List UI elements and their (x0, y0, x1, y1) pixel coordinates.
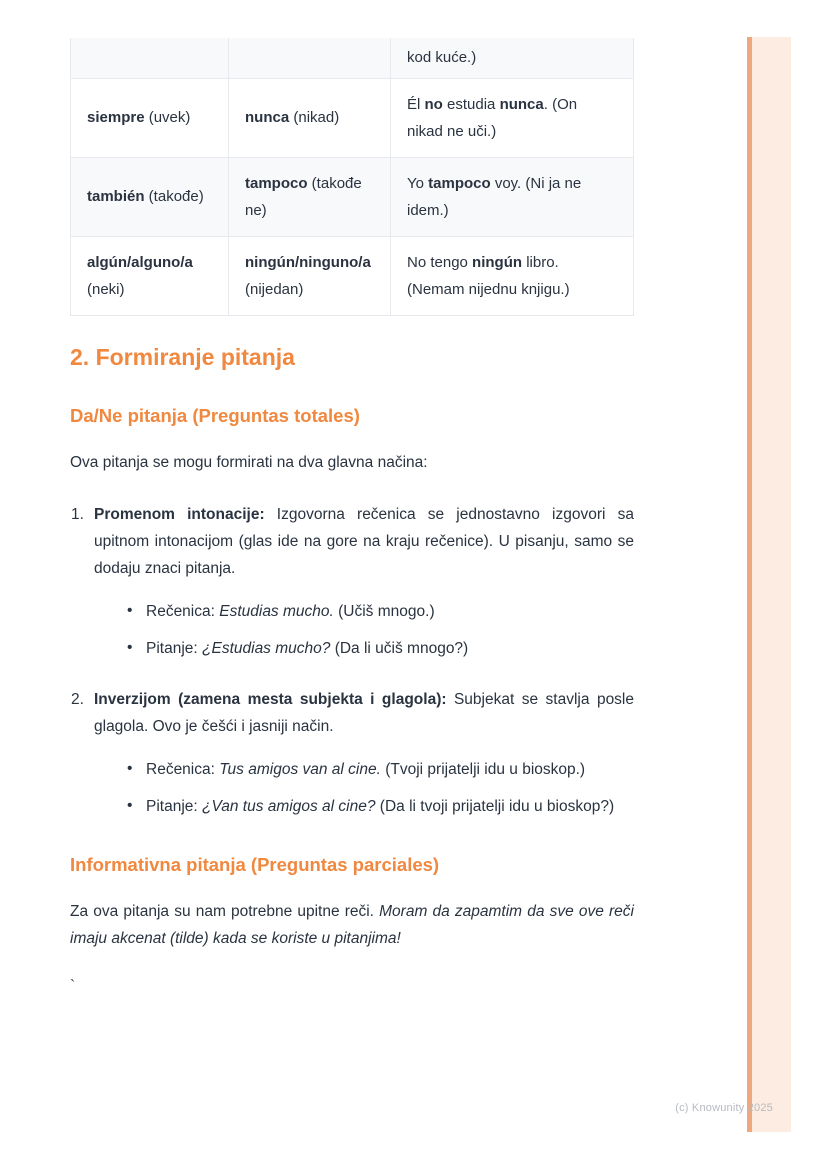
table-cell (229, 38, 391, 78)
text-segment: Pitanje: (146, 639, 203, 657)
text-segment: ningún/ninguno/a (245, 253, 371, 271)
numbered-list-item (70, 686, 634, 820)
text-segment: Promenom intonacije: (94, 505, 265, 523)
text-segment: Pitanje: (146, 797, 203, 815)
text-segment: voy. (Ni ja ne idem.) (407, 174, 582, 219)
bullet-item (94, 598, 634, 625)
text-segment: Él (407, 95, 425, 113)
table-cell (71, 236, 229, 315)
bullet-text (146, 603, 435, 620)
negation-words-table (70, 38, 634, 316)
text-segment: Izgovorna rečenica se jednostavno izgovori sa upitnom intonacijom (glas ide na gore na kraju rečenice). U pisanju, samo se dodaju znaci pitanja. (94, 505, 634, 577)
text-segment: no (424, 95, 443, 113)
table-cell (229, 157, 391, 236)
text-segment: libro. (Nemam nijednu knjigu.) (407, 253, 570, 298)
subsection-heading-informativna-pitanja: Informativna pitanja (Preguntas parciales) (70, 853, 440, 875)
table-cell (391, 38, 634, 78)
table-cell (229, 236, 391, 315)
text-segment: Inverzijom (zamena mesta subjekta i glagola): (94, 690, 447, 708)
text-segment: también (87, 188, 145, 205)
table-row (71, 78, 634, 157)
section-heading-formiranje-pitanja: 2. Formiranje pitanja (70, 343, 295, 370)
bullet-text (146, 761, 585, 778)
bullet-list (94, 756, 634, 820)
bullet-item (94, 635, 634, 662)
bullet-icon: • (127, 601, 133, 619)
table-cell (229, 78, 391, 157)
bullet-icon: • (127, 796, 133, 814)
text-segment: Estudias mucho. (219, 602, 334, 620)
table-cell (391, 78, 634, 157)
text-segment: algún/alguno/a (87, 253, 193, 271)
text-segment: siempre (87, 109, 145, 126)
table-cell (71, 157, 229, 236)
list-number: 1. (71, 505, 84, 523)
text-segment: nunca (499, 95, 544, 113)
text-segment: Moram da zapamtim da sve ove reči imaju akcenat (tilde) kada se koriste u pitanjima! (70, 902, 634, 947)
text-segment: (nijedan) (245, 280, 304, 298)
text-segment: Rečenica: (146, 602, 220, 620)
text-segment: kod kuće.) (407, 49, 477, 67)
table-cell (391, 157, 634, 236)
table-row (71, 236, 634, 315)
text-segment: (Da li tvoji prijatelji idu u bioskop?) (375, 797, 615, 815)
text-segment: (Da li učiš mnogo?) (330, 639, 469, 657)
text-segment: No tengo (407, 253, 473, 271)
table-cell (391, 236, 634, 315)
outro-paragraph (70, 898, 634, 952)
text-segment: (Učiš mnogo.) (333, 602, 435, 620)
text-segment: . (On nikad ne uči.) (407, 95, 578, 140)
text-segment: (neki) (87, 280, 125, 298)
footer-copyright: (c) Knowunity 2025 (675, 1102, 773, 1114)
text-segment: Yo (407, 174, 429, 192)
text-segment: (nikad) (289, 109, 340, 126)
table-row (71, 157, 634, 236)
table-row (71, 38, 634, 78)
text-segment: estudia (442, 95, 500, 113)
bullet-text (146, 798, 614, 815)
list-number: 2. (71, 690, 84, 708)
table-cell (71, 38, 229, 78)
right-accent-stripe (747, 37, 791, 1132)
text-segment: (takođe ne) (245, 174, 362, 219)
text-segment: (takođe) (144, 188, 204, 205)
text-segment: nunca (245, 109, 290, 126)
text-segment: Rečenica: (146, 760, 220, 778)
bullet-icon: • (127, 638, 133, 656)
table-cell (71, 78, 229, 157)
bullet-list (94, 598, 634, 662)
numbered-list-item (70, 501, 634, 662)
text-segment: Za ova pitanja su nam potrebne upitne reči. (70, 902, 380, 920)
text-segment: Subjekat se stavlja posle glagola. Ovo je češći i jasniji način. (94, 690, 634, 735)
text-segment: (Tvoji prijatelji idu u bioskop.) (380, 760, 586, 778)
subsection-heading-da-ne-pitanja: Da/Ne pitanja (Preguntas totales) (70, 404, 360, 426)
bullet-icon: • (127, 759, 133, 777)
bullet-text (146, 640, 468, 657)
list-item-text (94, 501, 634, 582)
list-item-text (94, 686, 634, 740)
text-segment: ¿Van tus amigos al cine? (202, 797, 376, 815)
text-segment: ningún (472, 253, 523, 271)
intro-paragraph: Ova pitanja se mogu formirati na dva glavna načina: (70, 453, 428, 471)
numbered-list (70, 501, 634, 820)
stray-backtick: ` (70, 977, 76, 995)
document-content (70, 38, 634, 1000)
text-segment: (uvek) (144, 109, 191, 126)
text-segment: tampoco (428, 174, 491, 192)
text-segment: Tus amigos van al cine. (219, 760, 381, 778)
text-segment: tampoco (245, 174, 308, 192)
text-segment: ¿Estudias mucho? (202, 639, 331, 657)
bullet-item (94, 756, 634, 783)
bullet-item (94, 793, 634, 820)
